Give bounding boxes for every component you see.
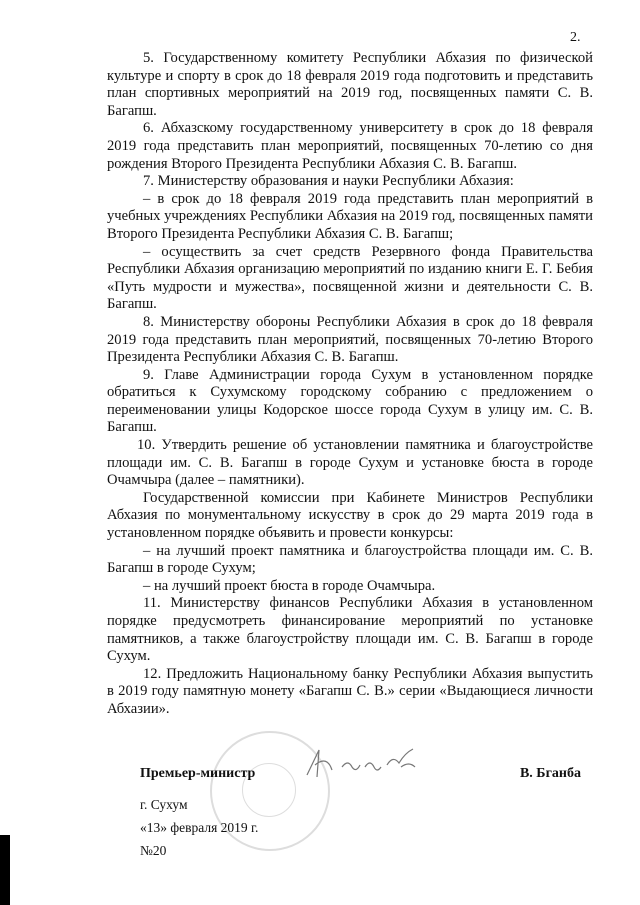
- document-number: №20: [140, 842, 167, 858]
- document-content: [107, 50, 593, 865]
- signatory-position: Премьер-министр: [140, 765, 256, 781]
- paragraph-7-item-1: – в срок до 18 февраля 2019 года представить план мероприятий в учебных учреждениях Республики Абхазия на 2019 год, посвященных памяти Второго Президента Республики Абхазия С. В. Багапш;: [107, 190, 593, 242]
- paragraph-7: 7. Министерству образования и науки Республики Абхазия:: [143, 173, 514, 190]
- document-body: [107, 50, 593, 719]
- paragraph-12: 12. Предложить Национальному банку Республики Абхазия выпустить в 2019 году памятную монету «Багапш С. В.» серии «Выдающиеся личности Абхазии».: [107, 665, 593, 717]
- signatory-row: [140, 765, 593, 782]
- signature-block: [107, 765, 593, 859]
- paragraph-10-item-1: – на лучший проект памятника и благоустройства площади им. С. В. Багапш в городе Сухум;: [107, 542, 593, 577]
- paragraph-7-item-2: – осуществить за счет средств Резервного фонда Правительства Республики Абхазия организацию мероприятий по изданию книги Е. Г. Бебия «Путь мудрости и мужества», посвященной жизни и деятельности С. В. Багапш.: [107, 243, 593, 313]
- page-number: 2.: [570, 30, 581, 45]
- paragraph-6: 6. Абхазскому государственному университету в срок до 18 февраля 2019 года представить план мероприятий, посвященных 70-летию со дня рождения Второго Президента Республики Абхазия С. В. Багапш.: [107, 120, 593, 172]
- paragraph-8: 8. Министерству обороны Республики Абхазия в срок до 18 февраля 2019 года представить план мероприятий, посвященных 70-летию Второго Президента Республики Абхазия С. В. Багапш.: [107, 313, 593, 366]
- scan-edge-artifact: [0, 835, 10, 905]
- issue-city: г. Сухум: [140, 796, 188, 812]
- paragraph-10-item-2: – на лучший проект бюста в городе Очамчыра.: [143, 577, 436, 594]
- paragraph-9: 9. Главе Администрации города Сухум в установленном порядке обратиться к Сухумскому городскому собранию с предложением о переименовании улицы Кодорское шоссе города Сухум в улицу им. С. В. Багапш.: [107, 366, 593, 436]
- paragraph-10: 10. Утвердить решение об установлении памятника и благоустройстве площади им. С. В. Багапш в городе Сухум и установке бюста в городе Очамчыра (далее – памятники).: [107, 437, 593, 489]
- paragraph-10-commission: Государственной комиссии при Кабинете Министров Республики Абхазия по монументальному искусству в срок до 29 марта 2019 года в установленном порядке объявить и провести конкурсы:: [107, 489, 593, 542]
- paragraph-5: 5. Государственному комитету Республики Абхазия по физической культуре и спорту в срок до 18 февраля 2019 года подготовить и представить план спортивных мероприятий на 2019 год, посвященных памяти С. В. Багапш.: [107, 50, 593, 119]
- signatory-name: В. Бганба: [519, 765, 581, 781]
- issue-date: «13» февраля 2019 г.: [140, 819, 259, 835]
- paragraph-11: 11. Министерству финансов Республики Абхазия в установленном порядке предусмотреть финансирование мероприятий по установке памятников, а также благоустройству площади им. С. В. Багапш в городе Сухум.: [107, 595, 593, 665]
